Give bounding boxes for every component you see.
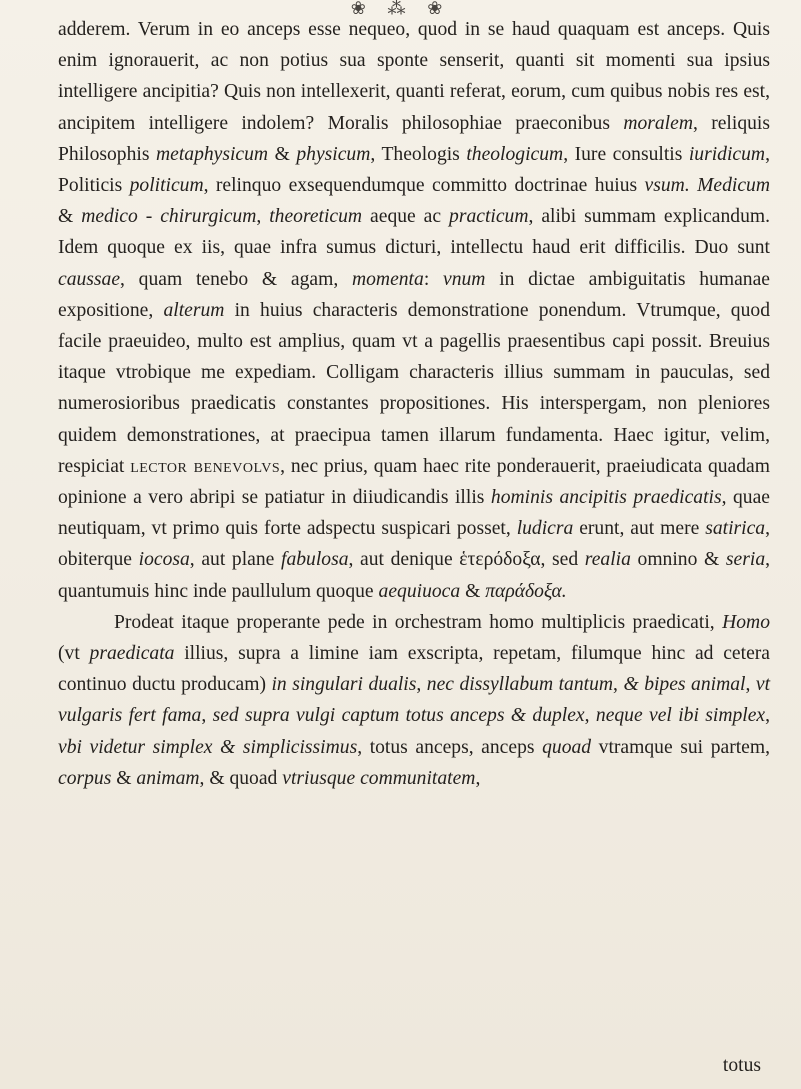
- text-run: neque vel ibi simplex: [595, 705, 766, 727]
- text-run: praedicata: [89, 643, 175, 665]
- text-run: &: [268, 143, 297, 165]
- text-run: omnino &: [630, 549, 726, 571]
- text-run: vsum. Medicum: [644, 175, 770, 197]
- text-run: illius, supra a limine iam exscripta, repetam, filumque hinc ad cetera continuo ductu producam): [58, 643, 770, 696]
- text-run: ,: [201, 705, 213, 727]
- text-run: in huius characteris demonstratione ponendum. Vtrumque, quod facile praeuideo, multo est amplius, quam vt a pagellis praesentibus capi possit. Breuius itaque vtrobique me expediam. Colligam characteris illius summam in pauculas, sed numerosioribus praedicatis constantes propositiones. His interspergam, non pleniores quidem demonstrationes, at praecipua tamen illarum fundamenta. Haec igitur, velim, respiciat: [58, 299, 770, 477]
- text-run: satirica: [705, 518, 766, 540]
- catchword: totus: [722, 1055, 761, 1076]
- text-run: hominis ancipitis praedicatis: [490, 487, 722, 509]
- text-run: vbi videtur simplex & simplicissimus: [58, 736, 358, 758]
- text-run: , quam tenebo & agam,: [120, 268, 352, 290]
- text-run: :: [423, 268, 443, 290]
- text-run: ,: [745, 674, 756, 696]
- text-run: iuridicum: [688, 143, 766, 165]
- text-run: , Politicis: [58, 143, 770, 197]
- text-run: vnum: [443, 268, 486, 290]
- text-run: , quantumuis hinc inde paullulum quoque: [58, 549, 771, 602]
- text-run: &: [111, 767, 137, 789]
- ornament-header: ❀ ⁂ ❀: [350, 0, 451, 19]
- text-run: , aut plane: [189, 549, 281, 571]
- text-run: , aut denique ἑτερόδοξα, sed: [348, 549, 585, 571]
- text-run: alterum: [163, 299, 225, 321]
- text-run: fabulosa: [281, 549, 349, 571]
- text-run: , alibi summam explicandum. Idem quoque ex iis, quae infra sumus dicturi, intellectu haud erit difficilis. Duo sunt: [58, 206, 771, 259]
- text-run: bipes animal: [644, 674, 746, 696]
- text-run: , quae neutiquam, vt primo quis forte adspectu suspicari posset,: [58, 487, 770, 540]
- text-run: , relinquo exsequendumque committo doctrinae huius: [203, 175, 645, 197]
- text-run: , Theologis: [370, 143, 467, 165]
- text-run: ,: [584, 705, 596, 727]
- text-run: nec dissyllabum tantum: [426, 674, 614, 696]
- text-run: &: [460, 580, 486, 602]
- text-run: animam: [136, 767, 200, 789]
- text-run: , Iure consultis: [563, 143, 689, 165]
- paragraph-1: [58, 14, 770, 607]
- text-run: metaphysicum: [155, 143, 269, 165]
- text-run: ,: [256, 206, 270, 228]
- text-run: realia: [584, 549, 631, 571]
- text-run: ludicra: [516, 518, 574, 540]
- text-run: ,: [765, 705, 771, 727]
- text-run: theoreticum: [269, 206, 363, 228]
- text-run: Homo: [722, 611, 770, 633]
- text-run: physicum: [296, 143, 371, 165]
- text-run: theologicum: [466, 143, 564, 165]
- text-run: , obiterque: [58, 518, 770, 571]
- text-run: moralem: [623, 112, 693, 134]
- text-run: vtramque sui partem,: [591, 736, 771, 758]
- text-run: momenta: [351, 268, 424, 290]
- text-run: &: [58, 206, 82, 228]
- text-run: aeque ac: [362, 206, 450, 228]
- body-text: [58, 14, 770, 794]
- text-run: (vt: [58, 643, 90, 665]
- text-run: practicum: [449, 206, 529, 228]
- text-run: vtriusque communitatem: [282, 767, 476, 789]
- paragraph-2: [58, 607, 770, 794]
- text-run: aequiuoca: [378, 580, 461, 602]
- text-run: Prodeat itaque properante pede in orchestram homo multiplicis praedicati,: [114, 611, 723, 633]
- text-run: corpus: [58, 767, 112, 789]
- text-run: vt vulgaris fert fama: [58, 674, 771, 727]
- text-run: medico - chirurgicum: [81, 206, 257, 228]
- text-run: ,: [416, 674, 427, 696]
- text-run: adderem. Verum in eo anceps esse nequeo, quod in se haud quaquam est anceps. Quis enim ignorauerit, ac non potius sua sponte senserit, quanti sit momenti sua ipsius intelligere ancipitia? Quis non intellexerit, quanti referat, eorum, cum quibus nobis res est, ancipitem intelligere indolem? Moralis philosophiae praeconibus: [58, 19, 770, 134]
- text-run: caussae: [58, 268, 121, 290]
- text-run: lector benevolvs: [130, 455, 281, 477]
- text-run: erunt, aut mere: [573, 518, 706, 540]
- text-run: , totus anceps, anceps: [357, 736, 543, 758]
- text-run: quoad: [542, 736, 592, 758]
- text-run: iocosa: [138, 549, 190, 571]
- text-run: ,: [475, 767, 481, 789]
- text-run: in singulari dualis: [271, 674, 417, 696]
- text-run: ,: [613, 674, 624, 696]
- text-run: politicum: [129, 175, 204, 197]
- text-run: , & quoad: [199, 767, 283, 789]
- text-run: , reliquis Philosophis: [58, 112, 770, 165]
- text-run: seria: [725, 549, 766, 571]
- text-run: , nec prius, quam haec rite ponderauerit, praeiudicata quadam opinione a vero abripi se patiatur in diiudicandis illis: [58, 455, 770, 509]
- text-run: &: [623, 674, 639, 696]
- text-run: παράδοξα.: [485, 580, 567, 602]
- text-run: sed supra vulgi captum totus anceps & duplex: [212, 705, 585, 727]
- text-run: in dictae ambiguitatis humanae expositione,: [58, 268, 771, 321]
